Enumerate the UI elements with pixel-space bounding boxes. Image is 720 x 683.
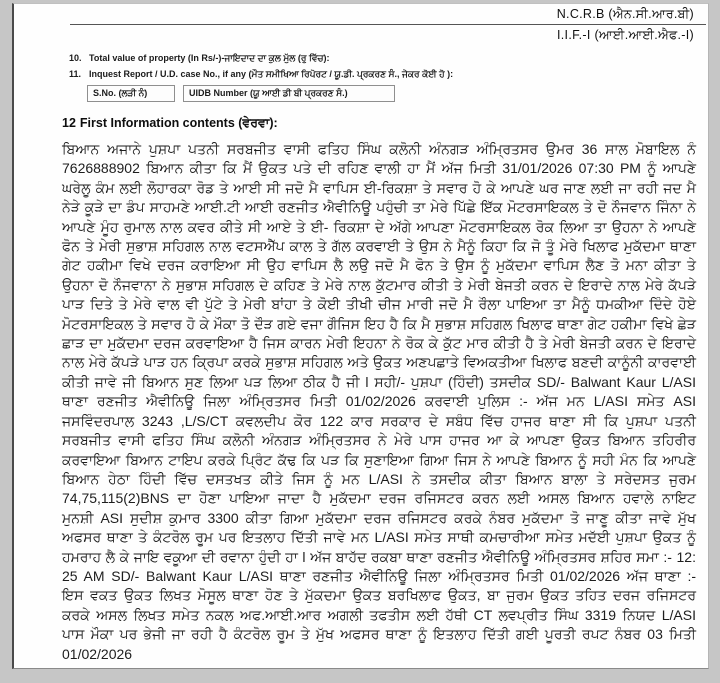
fir-text-line: 25 AM SD/- Balwant Kaur L/ASI ਥਾਣਾ ਰਣਜੀਤ ਐਵੀਨਿਊ ਜਿਲਾ ਅੰਮ੍ਰਿਤਸਰ ਮਿਤੀ 01/02/2026 ਅੱਜ ਥਾਣਾ :- — [62, 567, 696, 584]
fir-text-line: ਗੇਟ ਹਕੀਮਾ ਵਿਖੇ ਦਰਜ ਕਰਾਇਆ ਸੀ ਉਹ ਵਾਪਿਸ ਲੈ ਲਉ ਜਦੋ ਮੈ ਫੋਨ ਤੇ ਉਸ ਨੂੰ ਮੁਕੱਦਮਾ ਵਾਪਿਸ ਲੈਣ ਤੋ ਮਨਾ ਕੀਤਾ ਤੇ — [62, 257, 696, 274]
fir-text-line: ਆਪਣੇ ਮੂੰਹ ਰੁਮਾਲ ਨਾਲ ਕਵਰ ਕੀਤੇ ਸੀ ਆਏ ਤੇ ਈ- ਰਿਕਸ਼ਾ ਦੇ ਅੱਗੇ ਆਪਣਾ ਮੋਟਰਸਾਇਕਲ ਰੋਕ ਲਿਆ ਤਾ ਉਹਨਾ ਨੇ ਆਪਣੇ — [62, 218, 696, 235]
fir-text-line: ਨਾਲ ਮੇਰੇ ਕੱਪੜੇ ਪਾੜ ਹਨ ਕ੍ਰਿਪਾ ਕਰਕੇ ਸੁਭਾਸ਼ ਸਹਿਗਲ ਅਤੇ ਉਕਤ ਅਣਪਛਾਤੇ ਵਿਅਕਤੀਆ ਖਿਲਾਫ ਬਣਦੀ ਕਾਨੂੰਨੀ ਕਾਰਵਾਈ — [62, 354, 696, 371]
form-items — [69, 51, 708, 82]
fir-text-line: ਥਾਣਾ ਰਣਜੀਤ ਐਵੀਨਿਊ ਜਿਲਾ ਅੰਮ੍ਰਿਤਸਰ ਮਿਤੀ 01/02/2026 ਕਰਵਾਈ ਪੁਲਿਸ :- ਅੱਜ ਮਨ L/ASI ਸਮੇਤ ASI — [62, 393, 696, 410]
fir-text-line: 7626888902 ਬਿਆਨ ਕੀਤਾ ਕਿ ਮੈਂ ਉਕਤ ਪਤੇ ਦੀ ਰਹਿਣ ਵਾਲੀ ਹਾ ਮੈਂ ਅੱਜ ਮਿਤੀ 31/01/2026 07:30 PM ਨੂੰ ਆਪਣੇ — [62, 160, 696, 177]
ncrb-header: N.C.R.B (ਐਨ.ਸੀ.ਆਰ.ਬੀ) — [556, 7, 694, 21]
fir-text-line: ਛਾੜ ਦਾ ਮੁਕੱਦਮਾ ਦਰਜ ਕਰਵਾਇਆ ਹੈ ਜਿਸ ਕਾਰਨ ਮੇਰੀ ਇਹਨਾ ਨੇ ਰੋਕ ਕੇ ਕੁੱਟ ਮਾਰ ਕੀਤੀ ਹੈ ਤੇ ਮੇਰੀ ਬੇਜਤੀ ਕਰਨ ਦੇ ਇਰਾਦੇ — [62, 335, 696, 352]
fir-text-line: ਪਾੜ ਦਿਤੇ ਤੇ ਮੇਰੇ ਵਾਲ ਵੀ ਪੁੱਟੇ ਤੇ ਮੇਰੀ ਬਾਂਹਾ ਤੇ ਕੋਈ ਤੀਖੀ ਚੀਜ ਮਾਰੀ ਜਦੋ ਮੈ ਰੌਲਾ ਪਾਇਆ ਤਾ ਮੈਨੂੰ ਧਮਕੀਆ ਦਿੰਦੇ ਹੋਏ — [62, 296, 697, 313]
form-item-10-number: 10. — [69, 53, 82, 63]
fir-text-line: 01/02/2026 — [62, 645, 133, 662]
fir-text-line: ਇਸ ਵਕਤ ਉਕਤ ਲਿਖਤ ਮੋਸੂਲ ਥਾਣਾ ਹੋਣ ਤੇ ਮੁੱਕਦਮਾ ਉਕਤ ਬਰਖਿਲਾਫ ਉਕਤ, ਬਾ ਜੁਰਮ ਉਕਤ ਤਹਿਤ ਦਰਜ ਰਜਿਸਟਰ — [62, 587, 696, 604]
fir-text-line: ਬਿਆਨ ਹੇਠਾ ਹਿੰਦੀ ਵਿੱਚ ਦਸਤਖਤ ਕੀਤੇ ਜਿਸ ਨੂੰ ਮਨ L/ASI ਨੇ ਤਸਦੀਕ ਕੀਤਾ ਬਿਆਨ ਬਾਲਾ ਤੇ ਸਰੇਦਸਤ ਜੁਰਮ — [62, 470, 696, 487]
fir-text-line: ਅਫਸਰ ਥਾਣਾ ਤੇ ਕੰਟਰੋਲ ਰੂਮ ਪਰ ਇਤਲਾਹ ਦਿੱਤੀ ਜਾਵੇ ਮਨ L/ASI ਸਮੇਤ ਸਾਥੀ ਕਮਚਾਰੀਆ ਸਮੇਤ ਮਦੱਈ ਪੁਸ਼ਪਾ ਉਕਤ ਨੂੰ — [62, 529, 696, 546]
first-information-contents — [62, 140, 696, 664]
section-12-heading — [62, 116, 708, 131]
fir-text-line: ਫੋਨ ਤੇ ਮੇਰੀ ਸੁਭਾਸ਼ ਸਹਿਗਲ ਨਾਲ ਵਟਸਐੱਪ ਕਾਲ ਤੇ ਗੱਲ ਕਰਵਾਈ ਤੇ ਉਸ ਨੇ ਮੈਨੂੰ ਕਿਹਾ ਕਿ ਜੋ ਤੂੰ ਮੇਰੇ ਖਿਲਾਫ ਮੁਕੱਦਮਾ ਥਾਣਾ — [62, 238, 696, 255]
fir-text-line: ਕਰਕੇ ਅਸਲ ਲਿਖਤ ਸਮੇਤ ਨਕਲ ਅਫ.ਆਈ.ਆਰ ਅਗਲੀ ਤਫਤੀਸ ਲਈ ਹੱਥੀ CT ਲਵਪ੍ਰੀਤ ਸਿੰਘ 3319 ਨਿਯਦ L/ASI — [62, 606, 696, 623]
fir-text-line: ਮੋਟਰਸਾਇਕਲ ਤੇ ਸਵਾਰ ਹੋ ਕੇ ਮੌਕਾ ਤੋ ਦੌੜ ਗਏ ਵਜਾ ਗੌਜਿਸ ਇਹ ਹੈ ਕਿ ਮੈ ਸੁਭਾਸ਼ ਸਹਿਗਲ ਖਿਲਾਫ ਥਾਣਾ ਗੇਟ ਹਕੀਮਾ ਵਿਖੇ ਛੇੜ — [62, 315, 696, 332]
sno-field-box: S.No. (ਲੜੀ ਨੰ) — [87, 85, 175, 102]
fir-text-line: ਉਹਨਾ ਦੋ ਨੌਜਵਾਨਾ ਨੇ ਸੁਭਾਸ਼ ਸਹਿਗਲ ਦੇ ਕਹਿਣ ਤੇ ਮੇਰੇ ਨਾਲ ਕੁੱਟਮਾਰ ਕੀਤੀ ਤੇ ਮੇਰੀ ਬੇਜਤੀ ਕਰਨ ਦੇ ਇਰਾਦੇ ਨਾਲ ਮੇਰੇ ਕੱਪੜੇ — [62, 276, 696, 293]
fir-text-line: ਕੀਤੀ ਜਾਵੇ ਜੀ ਬਿਆਨ ਸੁਣ ਲਿਆ ਪੜ ਲਿਆ ਠੀਕ ਹੈ ਜੀ l ਸਹੀ/- ਪੁਸ਼ਪਾ (ਹਿੰਦੀ) ਤਸਦੀਕ SD/- Balwant Kaur L/ASI — [62, 373, 696, 390]
section-12-title: First Information contents (ਵੇਰਵਾ): — [79, 116, 278, 130]
fir-text-line: ਪਾਸ ਮੌਕਾ ਪਰ ਭੇਜੀ ਜਾ ਰਹੀ ਹੈ ਕੰਟਰੋਲ ਰੂਮ ਤੇ ਮੁੱਖ ਅਫਸਰ ਥਾਣਾ ਨੂੰ ਇਤਲਾਹ ਦਿੱਤੀ ਗਈ ਪੂਰਤੀ ਰਪਟ ਨੰਬਰ 03 ਮਿਤੀ — [62, 626, 696, 643]
form-item-10-label: Total value of property (In Rs/-)-ਜਾਇਦਾਦ ਦਾ ਕੁਲ ਮੁੱਲ (ਰੁ ਵਿੱਚ): — [89, 53, 330, 63]
iif-header: I.I.F.-I (ਆਈ.ਆਈ.ਐਫ.-I) — [557, 28, 694, 42]
fir-text-line: ਸਰਬਜੀਤ ਵਾਸੀ ਫਤਿਹ ਸਿੰਘ ਕਲੋਨੀ ਅੰਨਗੜ ਅੰਮ੍ਰਿਤਸਰ ਨੇ ਮੇਰੇ ਪਾਸ ਹਾਜਰ ਆ ਕੇ ਆਪਣਾ ਉਕਤ ਬਿਆਨ ਤਹਿਰੀਰ — [62, 432, 696, 449]
form-item-11-number: 11. — [69, 68, 82, 79]
document-page — [12, 3, 709, 669]
inquest-field-boxes — [87, 85, 708, 102]
form-item-11 — [69, 67, 708, 83]
fir-text-line: ਘਰੇਲੂ ਕੰਮ ਲਈ ਲੋਹਾਰਕਾ ਰੋਡ ਤੇ ਆਈ ਸੀ ਜਦੋ ਮੈ ਵਾਪਿਸ ਈ-ਰਿਕਸ਼ਾ ਤੇ ਸਵਾਰ ਹੋ ਕੇ ਆਪਣੇ ਘਰ ਜਾਣ ਲਈ ਜਾ ਰਹੀ ਜਦ ਮੈ — [62, 179, 696, 196]
fir-text-line: 74,75,115(2)BNS ਦਾ ਹੋਣਾ ਪਾਇਆ ਜਾਦਾ ਹੈ ਮੁਕੱਦਮਾ ਦਰਜ ਰਜਿਸਟਰ ਕਰਨ ਲਈ ਅਸਲ ਬਿਆਨ ਹਵਾਲੇ ਨਾਇਟ — [62, 490, 696, 507]
uidb-number-field-box: UIDB Number (ਯੂ ਆਈ ਡੀ ਬੀ ਪ੍ਰਕਰਣ ਸੰ.) — [183, 85, 395, 102]
fir-text-line: ਹਮਰਾਹ ਲੈ ਕੇ ਜਾਇ ਵਕੂਆ ਦੀ ਰਵਾਨਾ ਹੁੰਦੀ ਹਾ l ਅੱਜ ਬਾਹੱਦ ਰਕਬਾ ਥਾਣਾ ਰਣਜੀਤ ਐਵੀਨਿਊ ਅੰਮ੍ਰਿਤਸਰ ਸ਼ਹਿਰ ਸਮਾ :- 12: — [62, 548, 696, 565]
fir-text-line: ਬਿਆਨ ਅਜਾਨੇ ਪੁਸ਼ਪਾ ਪਤਨੀ ਸਰਬਜੀਤ ਵਾਸੀ ਫਤਿਹ ਸਿੰਘ ਕਲੋਨੀ ਅੰਨਗੜ ਅੰਮ੍ਰਿਤਸਰ ਉਮਰ 36 ਸਾਲ ਮੋਬਾਇਲ ਨੰ — [62, 141, 696, 157]
section-12-number: 12 — [62, 116, 76, 130]
fir-text-line: ਮੁਨਸ਼ੀ ASI ਸੁਦੀਸ਼ ਕੁਮਾਰ 3300 ਕੀਤਾ ਗਿਆ ਮੁਕੱਦਮਾ ਦਰਜ ਰਜਿਸਟਰ ਕਰਕੇ ਨੰਬਰ ਮੁਕੱਦਮਾ ਤੋ ਜਾਣੂ ਕੀਤਾ ਜਾਵੇ ਮੁੱਖ — [62, 509, 696, 526]
fir-text-line: ਕਰਵਾਇਆ ਬਿਆਨ ਟਾਇਪ ਕਰਕੇ ਪ੍ਰਿੰਟ ਕੱਢ ਕਿ ਪੜ ਕਿ ਸੁਣਾਇਆ ਗਿਆ ਜਿਸ ਨੇ ਆਪਣੇ ਬਿਆਨ ਨੂੰ ਸਹੀ ਮੰਨ ਕਿ ਆਪਣੇ — [62, 451, 696, 468]
fir-text-line: ਨੇੜੇ ਕੂੜੇ ਦਾ ਡੰਪ ਸਾਹਮਣੇ ਆਈ.ਟੀ ਆਈ ਰਣਜੀਤ ਐਵੀਨਿਊ ਪਹੁੰਚੀ ਤਾ ਮੇਰੇ ਪਿੱਛੇ ਇੱਕ ਮੋਟਰਸਾਇਕਲ ਤੇ ਦੋ ਨੌਜਵਾਨ ਜਿੰਨਾ ਨੇ — [62, 199, 696, 216]
form-item-10 — [69, 51, 708, 67]
form-item-11-label: Inquest Report / U.D. case No., if any (ਮੌਤ ਸਮੀਖਿਆ ਰਿਪੋਰਟ / ਯੂ.ਡੀ. ਪ੍ਰਕਰਣ ਸੰ., ਜੇਕਰ ਕੋਈ ਹੋ ): — [89, 68, 454, 79]
fir-text-line: ਜਸਵਿੰਦਰਪਾਲ 3243 ,L/S/CT ਕਵਲਦੀਪ ਕੋਰ 122 ਕਾਰ ਸਰਕਾਰ ਦੇ ਸਬੰਧ ਵਿੱਚ ਹਾਜਰ ਥਾਣਾ ਸੀ ਕਿ ਪੁਸ਼ਪਾ ਪਤਨੀ — [62, 412, 696, 429]
